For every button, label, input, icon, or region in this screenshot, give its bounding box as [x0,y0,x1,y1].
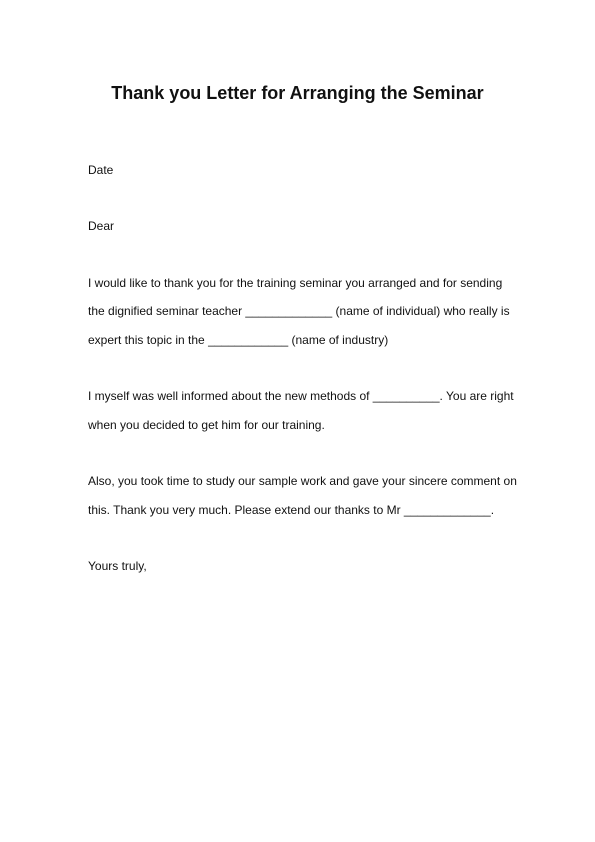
closing: Yours truly, [88,559,147,573]
paragraph-line: Also, you took time to study our sample work and gave your sincere comment on [88,474,517,488]
paragraph-line: expert this topic in the ____________ (name of industry) [88,333,389,347]
paragraph-line: when you decided to get him for our training. [88,418,325,432]
page-title: Thank you Letter for Arranging the Seminar [111,83,484,103]
paragraph-line: this. Thank you very much. Please extend our thanks to Mr _____________. [88,503,495,517]
paragraph-line: I myself was well informed about the new methods of __________. You are right [88,389,514,403]
date-label: Date [88,163,114,177]
paragraph-line: I would like to thank you for the training seminar you arranged and for sending [88,276,503,290]
paragraph-line: the dignified seminar teacher _____________ (name of individual) who really is [88,304,510,318]
salutation: Dear [88,219,115,233]
